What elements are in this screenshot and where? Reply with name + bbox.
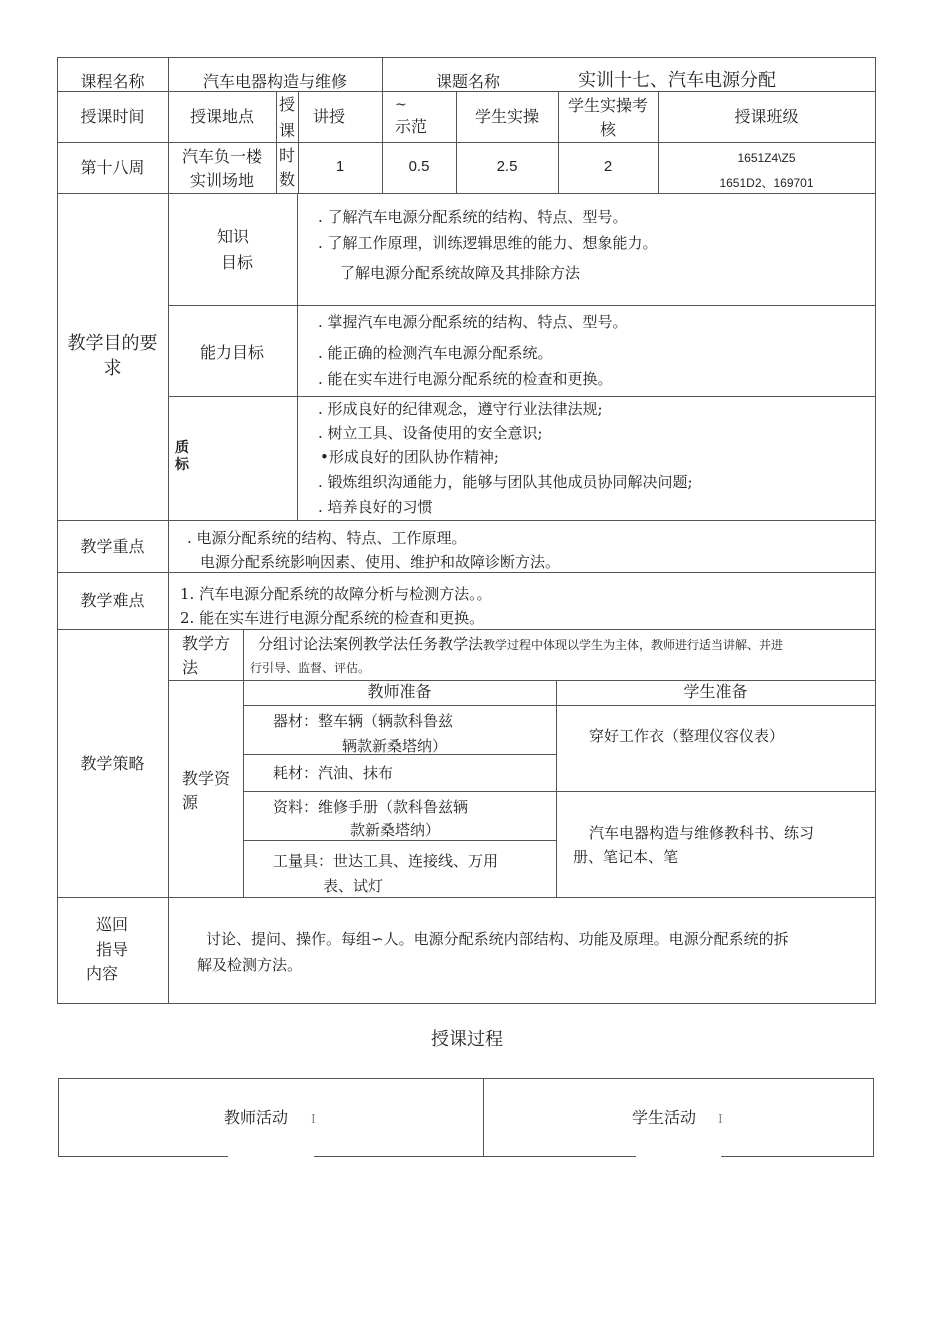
difficult-point-item: 1. 汽车电源分配系统的故障分析与检测方法。。 xyxy=(180,585,492,603)
place-value-2: 实训场地 xyxy=(189,171,254,190)
method-small: 教学过程中体现以学生为主体，教师进行适当讲解、并进 xyxy=(483,638,784,652)
method-label-2: 法 xyxy=(182,658,199,677)
materials-line-1: 资料：维修手册（款科鲁兹辆 xyxy=(273,798,469,816)
knowledge-label-1: 知识 xyxy=(217,227,250,246)
key-points-label: 教学重点 xyxy=(80,537,145,556)
place-value-1: 汽车负一楼 xyxy=(181,147,262,166)
teacher-activity-header: 教师活动 xyxy=(224,1108,289,1127)
difficult-point-item: 2. 能在实车进行电源分配系统的检查和更换。 xyxy=(180,609,485,627)
quality-item: •形成良好的团队协作精神; xyxy=(320,448,499,466)
time-label: 授课时间 xyxy=(80,107,145,126)
strategy-label: 教学策略 xyxy=(80,754,145,773)
hours-label-4: 数 xyxy=(278,170,295,189)
resource-label-1: 教学资 xyxy=(182,769,231,788)
patrol-label-2: 指导 xyxy=(96,940,129,959)
lecture-value: 1 xyxy=(335,158,345,175)
knowledge-label-2: 目标 xyxy=(221,253,254,272)
demo-label-tilde: ~ xyxy=(395,97,407,113)
assess-value: 2 xyxy=(603,158,613,175)
objectives-label-2: 求 xyxy=(103,358,122,379)
teacher-prep-header: 教师准备 xyxy=(367,682,432,701)
tools-line-1: 工量具：世达工具、连接线、万用 xyxy=(273,852,499,870)
equipment-line-2: 辆款新桑塔纳） xyxy=(342,737,448,755)
hours-label-3: 时 xyxy=(278,146,295,165)
method-main: 分组讨论法案例教学法任务教学法 xyxy=(258,635,484,653)
hours-label-1: 授 xyxy=(278,95,295,114)
ability-label: 能力目标 xyxy=(200,343,265,362)
lecture-label: 讲授 xyxy=(312,107,345,126)
class-label: 授课班级 xyxy=(734,107,799,126)
course-name-value: 汽车电器构造与维修 xyxy=(202,72,347,91)
topic-label: 课题名称 xyxy=(436,72,501,91)
ability-item: . 能在实车进行电源分配系统的检查和更换。 xyxy=(318,370,613,388)
quality-item: . 树立工具、设备使用的安全意识; xyxy=(318,424,543,442)
objectives-label-1: 教学目的要 xyxy=(67,333,158,354)
patrol-label-3: 内容 xyxy=(86,964,119,983)
quality-label-1: 质 xyxy=(175,440,189,456)
resource-label-2: 源 xyxy=(182,793,199,812)
student-prep-books-2: 册、笔记本、笔 xyxy=(573,848,679,866)
knowledge-item: . 了解工作原理，训练逻辑思维的能力、想象能力。 xyxy=(318,234,658,252)
teacher-activity-mark: I xyxy=(311,1112,316,1126)
topic-value: 实训十七、汽车电源分配 xyxy=(578,70,776,91)
course-name-label: 课程名称 xyxy=(80,72,145,91)
class-value-2: 1651D2、169701 xyxy=(719,176,814,190)
student-activity-mark: I xyxy=(718,1112,723,1126)
knowledge-item: 了解电源分配系统故障及其排除方法 xyxy=(340,264,581,282)
class-value-1: 1651Z4\Z5 xyxy=(737,151,796,165)
knowledge-item: . 了解汽车电源分配系统的结构、特点、型号。 xyxy=(318,208,628,226)
quality-item: . 培养良好的习惯 xyxy=(318,498,433,516)
key-point-item: . 电源分配系统的结构、特点、工作原理。 xyxy=(187,529,467,547)
tools-line-2: 表、试灯 xyxy=(323,877,384,895)
method-line-2: 行引导、监督、评估。 xyxy=(250,661,371,675)
patrol-text-2: 解及检测方法。 xyxy=(197,956,303,974)
quality-item: . 锻炼组织沟通能力，能够与团队其他成员协同解决问题; xyxy=(318,473,693,491)
ability-item: . 掌握汽车电源分配系统的结构、特点、型号。 xyxy=(318,313,628,331)
week-value: 第十八周 xyxy=(80,158,145,177)
process-title: 授课过程 xyxy=(431,1029,503,1050)
materials-line-2: 款新桑塔纳） xyxy=(350,821,441,839)
patrol-text-1: 讨论、提问、操作。每组∽人。电源分配系统内部结构、功能及原理。电源分配系统的拆 xyxy=(206,930,789,948)
student-activity-header: 学生活动 xyxy=(632,1108,697,1127)
student-prep-clothing: 穿好工作衣（整理仪容仪表） xyxy=(589,727,785,745)
ability-item: . 能正确的检测汽车电源分配系统。 xyxy=(318,344,553,362)
patrol-label-1: 巡回 xyxy=(96,915,129,934)
difficult-points-label: 教学难点 xyxy=(80,591,145,610)
key-point-item: 电源分配系统影响因素、使用、维护和故障诊断方法。 xyxy=(200,553,561,571)
practice-value: 2.5 xyxy=(496,158,518,175)
student-prep-books-1: 汽车电器构造与维修教科书、练习 xyxy=(589,824,815,842)
method-text xyxy=(258,634,783,654)
assess-label-1: 学生实操考 xyxy=(567,96,648,115)
method-label-1: 教学方 xyxy=(182,634,231,653)
practice-label: 学生实操 xyxy=(474,107,539,126)
consumables: 耗材：汽油、抹布 xyxy=(273,764,394,782)
place-label: 授课地点 xyxy=(189,107,254,126)
demo-label: 示范 xyxy=(395,117,428,136)
demo-value: 0.5 xyxy=(408,158,430,175)
hours-label-2: 课 xyxy=(278,121,295,140)
quality-label-2: 标 xyxy=(175,457,189,473)
student-prep-header: 学生准备 xyxy=(683,682,748,701)
quality-item: . 形成良好的纪律观念，遵守行业法律法规; xyxy=(318,400,603,418)
assess-label-2: 核 xyxy=(599,120,616,139)
equipment-line-1: 器材：整车辆（辆款科鲁兹 xyxy=(273,712,454,730)
